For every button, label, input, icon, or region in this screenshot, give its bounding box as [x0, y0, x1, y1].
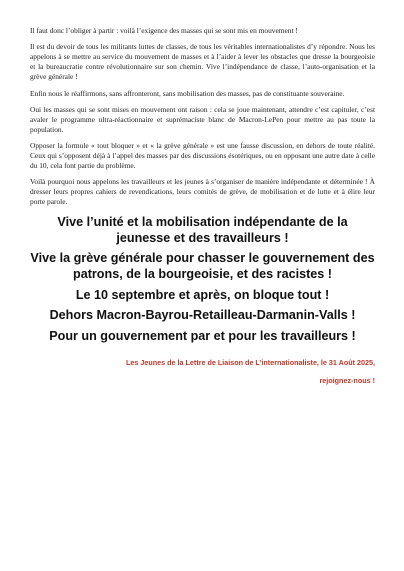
- slogan-greve-generale: Vive la grève générale pour chasser le gouvernement des patrons, de la bourgeoisie, et des racistes !: [30, 251, 375, 282]
- document-page: [30, 26, 375, 387]
- paragraph-5: Opposer la formule « tout bloquer » et « la grève générale » est une fausse discussion, en dehors de toute réalité. Ceux qui s’opposent déjà à l’appel des masses par des discussions ésotériques, ou en opposant une autre date à celle du 10, cela font partie du problème.: [30, 141, 375, 170]
- slogan-10-septembre: Le 10 septembre et après, on bloque tout !: [75, 287, 330, 302]
- slogan-unite: Vive l’unité et la mobilisation indépendante de la jeunesse et des travailleurs !: [57, 214, 348, 245]
- paragraph-4: Oui les masses qui se sont mises en mouvement ont raison : cela se joue maintenant, attendre c’est capituler, c’est avaler le programme ultra-réactionnaire et suprémaciste blanc de Macron-LePen pour mettre au pas toute la population.: [30, 104, 375, 134]
- paragraph-3: Enfin nous le réaffirmons, sans affronteront, sans mobilisation des masses, pas de constituante souveraine.: [30, 88, 345, 98]
- slogan-gouvernement: Pour un gouvernement par et pour les travailleurs !: [49, 328, 356, 343]
- signature-line-1: Les Jeunes de la Lettre de Liaison de L’internationaliste, le 31 Août 2025,: [126, 357, 375, 367]
- paragraph-2: Il est du devoir de tous les militants luttes de classes, de tous les véritables internationalistes d’y répondre. Nous les appelons à se mettre au service du mouvement de masses et à l’aider à lever les obstacles que dresse la bourgeoisie et la bureaucratie contre révolutionnaire sur son chemin. Vive l’indépendance de classe, l’auto-organisation et la grève générale !: [30, 42, 375, 82]
- paragraph-1: Il faut donc l’obliger à partir : voilà l’exigence des masses qui se sont mis en mouvement !: [30, 26, 298, 35]
- paragraph-6: Voilà pourquoi nous appelons les travailleurs et les jeunes à s’organiser de manière indépendante et déterminée ! À dresser leurs propres cahiers de revendications, leurs comités de grève, de mobilisation et de lutte et à élire leur porte parole.: [30, 177, 375, 207]
- signature: [30, 357, 375, 387]
- slogan-dehors: Dehors Macron-Bayrou-Retailleau-Darmanin-Valls !: [49, 308, 356, 323]
- slogans-block: [30, 214, 375, 344]
- signature-line-2: rejoignez-nous !: [319, 375, 375, 385]
